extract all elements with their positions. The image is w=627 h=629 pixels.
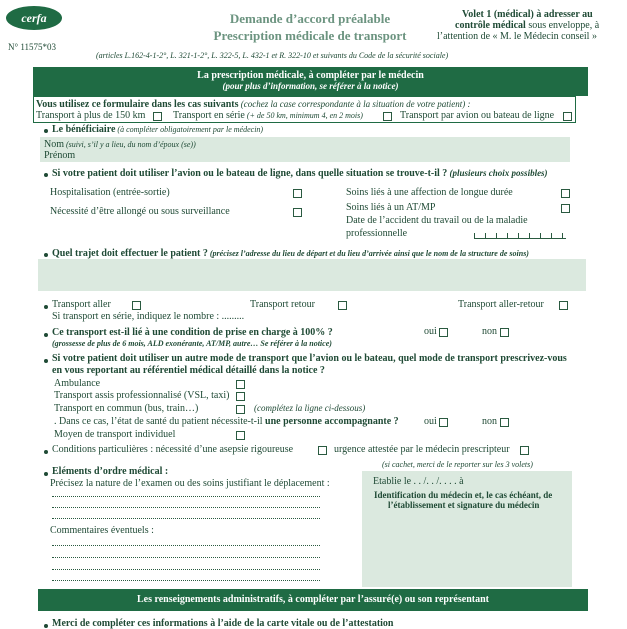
usage-lead: [36, 99, 471, 110]
allonge-checkbox[interactable]: [293, 208, 302, 217]
nom-note: (suivi, s’il y a lieu, du nom d’époux (se)): [64, 140, 196, 149]
conditions-label: Conditions particulières : nécessité d’une asepsie rigoureuse: [52, 444, 294, 455]
ald-checkbox[interactable]: [561, 189, 570, 198]
comment-line-4[interactable]: [52, 580, 320, 581]
commun-label: Transport en commun (bus, train…): [54, 403, 199, 414]
volet-enveloppe: sous enveloppe, à: [525, 20, 600, 31]
banner-subtitle: (pour plus d’information, se référer à la notice): [222, 81, 399, 91]
aller-checkbox[interactable]: [132, 301, 141, 310]
atmp-checkbox[interactable]: [561, 204, 570, 213]
cent-oui-label: oui: [424, 326, 437, 337]
precisez-label: Précisez la nature de l’examen ou des soins justifiant le déplacement :: [50, 478, 330, 489]
ident-line1: Identification du médecin et, le cas échéant, de: [374, 490, 553, 500]
volet-line3: l’attention de « M. le Médecin conseil »: [437, 31, 597, 42]
nom-label: [44, 139, 196, 150]
cerfa-logo-text: cerfa: [21, 11, 47, 25]
assis-label: Transport assis professionnalisé (VSL, taxi): [54, 390, 230, 401]
date-accident-line1: Date de l’accident du travail ou de la maladie: [346, 215, 528, 226]
accompagnant-question: [54, 416, 399, 427]
usage-opt1-checkbox[interactable]: [153, 112, 162, 121]
mode-question-line1: Si votre patient doit utiliser un autre mode de transport que l’avion ou le bateau, quel mode de transport prescrivez-vous: [52, 353, 567, 364]
etablie-label: Etablie le . . /. . /. . . . à: [373, 476, 464, 487]
accompagnant-non-checkbox[interactable]: [500, 418, 509, 427]
assis-checkbox[interactable]: [236, 392, 245, 401]
accompagnant-bold: une personne accompagnante ?: [265, 416, 399, 427]
bullet: [44, 624, 48, 628]
form-number: N° 11575*03: [8, 42, 57, 52]
usage-opt2-text: Transport en série: [173, 110, 245, 121]
usage-opt2-label: [173, 110, 363, 121]
aller-retour-checkbox[interactable]: [559, 301, 568, 310]
trajet-question-note: (précisez l’adresse du lieu de départ et du lieu d’arrivée ainsi que le nom de la structure de soins): [207, 249, 529, 258]
section-banner-administratif: [38, 589, 588, 611]
aller-retour-label: Transport aller-retour: [458, 299, 544, 310]
prenom-label: Prénom: [44, 150, 76, 161]
serie-label: Si transport en série, indiquez le nombre : .........: [52, 311, 245, 322]
commun-note: (complétez la ligne ci-dessous): [254, 403, 366, 413]
ident-line2: l’établissement et signature du médecin: [388, 500, 540, 510]
individuel-checkbox[interactable]: [236, 431, 245, 440]
volet-controle: contrôle médical: [455, 20, 526, 31]
aller-label: Transport aller: [52, 299, 111, 310]
beneficiaire-title: Le bénéficiaire: [52, 124, 116, 135]
date-accident-line2: professionnelle: [346, 228, 408, 239]
commun-checkbox[interactable]: [236, 405, 245, 414]
avion-question-text: Si votre patient doit utiliser l’avion ou le bateau de ligne, dans quelle situation se trouve-t-il ?: [52, 168, 448, 179]
title-line2: Prescription médicale de transport: [213, 28, 407, 43]
cent-non-checkbox[interactable]: [500, 328, 509, 337]
avion-question-note: (plusieurs choix possibles): [447, 168, 548, 178]
asepsie-checkbox[interactable]: [318, 446, 327, 455]
retour-label: Transport retour: [250, 299, 315, 310]
cerfa-logo: [6, 6, 62, 30]
hospit-label: Hospitalisation (entrée-sortie): [50, 187, 170, 198]
ambulance-checkbox[interactable]: [236, 380, 245, 389]
beneficiaire-label: [52, 124, 263, 135]
usage-lead-italic: (cochez la case correspondante à la situation de votre patient) :: [238, 99, 471, 109]
banner-title: La prescription médicale, à compléter par le médecin: [197, 70, 424, 81]
urgence-checkbox[interactable]: [520, 446, 529, 455]
trajet-field[interactable]: [38, 259, 586, 291]
allonge-label: Nécessité d’être allongé ou sous surveillance: [50, 206, 230, 217]
atmp-label: Soins liés à un AT/MP: [346, 202, 436, 213]
bullet: [44, 450, 48, 454]
comment-line-3[interactable]: [52, 569, 320, 570]
volet-line1: Volet 1 (médical) à adresser au: [462, 9, 593, 20]
date-accident-field[interactable]: [474, 229, 566, 239]
cent-non-label: non: [482, 326, 497, 337]
accompagnant-non-label: non: [482, 416, 497, 427]
cent-oui-checkbox[interactable]: [439, 328, 448, 337]
medical-label: Eléments d’ordre médical :: [52, 466, 169, 477]
cachet-note: (si cachet, merci de le reporter sur les 3 volets): [382, 460, 533, 469]
medical-line-2[interactable]: [52, 507, 320, 508]
usage-opt3-label: Transport par avion ou bateau de ligne: [400, 110, 555, 121]
medical-line-1[interactable]: [52, 496, 320, 497]
accompagnant-oui-label: oui: [424, 416, 437, 427]
merci-label: Merci de compléter ces informations à l’aide de la carte vitale ou de l’attestation: [52, 618, 394, 629]
usage-opt2-note: (+ de 50 km, minimum 4, en 2 mois): [244, 111, 363, 120]
usage-opt3-checkbox[interactable]: [563, 112, 572, 121]
medical-line-3[interactable]: [52, 518, 320, 519]
signature-box[interactable]: [362, 471, 572, 587]
ald-label: Soins liés à une affection de longue durée: [346, 187, 513, 198]
section-banner-medical: [33, 67, 588, 96]
usage-opt2-checkbox[interactable]: [383, 112, 392, 121]
beneficiaire-note: (à compléter obligatoirement par le médecin): [115, 125, 264, 134]
bullet: [44, 333, 48, 337]
trajet-question: [52, 248, 529, 259]
bullet: [44, 129, 48, 133]
individuel-label: Moyen de transport individuel: [54, 429, 176, 440]
volet-line2: [455, 20, 599, 31]
comment-line-1[interactable]: [52, 545, 320, 546]
cent-question: Ce transport est-il lié à une condition de prise en charge à 100% ?: [52, 327, 333, 338]
accompagnant-text: . Dans ce cas, l’état de santé du patient nécessite-t-il: [54, 416, 266, 427]
usage-opt1-label: Transport à plus de 150 km: [36, 110, 146, 121]
title-line1: Demande d’accord préalable: [229, 11, 391, 26]
hospit-checkbox[interactable]: [293, 189, 302, 198]
bullet: [44, 472, 48, 476]
usage-lead-bold: Vous utilisez ce formulaire dans les cas suivants: [36, 99, 239, 110]
bullet: [44, 253, 48, 257]
ambulance-label: Ambulance: [54, 378, 101, 389]
mode-question-line2: en vous reportant au référentiel médical détaillé dans la notice ?: [52, 365, 325, 376]
accompagnant-oui-checkbox[interactable]: [439, 418, 448, 427]
comment-line-2[interactable]: [52, 557, 320, 558]
urgence-label: urgence attestée par le médecin prescripteur: [334, 444, 510, 455]
bullet: [44, 173, 48, 177]
bullet: [44, 305, 48, 309]
banner2-title: Les renseignements administratifs, à compléter par l’assuré(e) ou son représentant: [136, 594, 489, 605]
commentaires-label: Commentaires éventuels :: [50, 525, 154, 536]
cent-note: (grossesse de plus de 6 mois, ALD exonérante, AT/MP, autre… Se référer à la notice): [52, 339, 332, 348]
trajet-question-text: Quel trajet doit effectuer le patient ?: [52, 248, 208, 259]
nom-text: Nom: [44, 139, 64, 150]
articles-reference: (articles L.162-4-1-2°, L. 321-1-2°, L. 322-5, L. 432-1 et R. 322-10 et suivants du Code de la sécurité sociale): [96, 51, 449, 60]
avion-question: [52, 168, 548, 179]
bullet: [44, 359, 48, 363]
retour-checkbox[interactable]: [338, 301, 347, 310]
